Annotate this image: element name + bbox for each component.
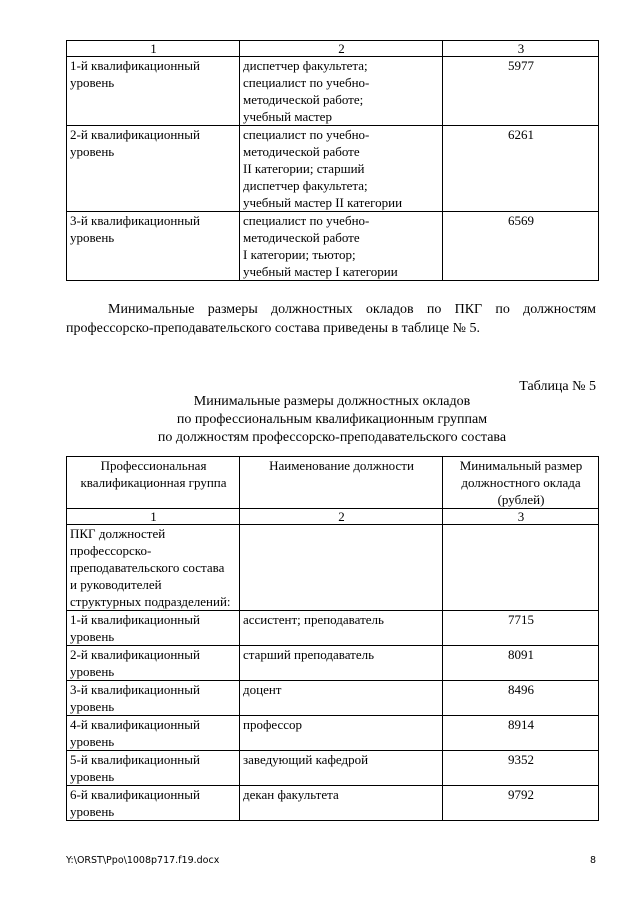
salary-value: 6261 (443, 126, 599, 212)
qualification-level: 1-й квалификационный уровень (67, 57, 240, 126)
qualification-level: 5-й квалификационный уровень (67, 751, 240, 786)
salary-value: 8496 (443, 681, 599, 716)
position-line: методической работе (243, 230, 360, 245)
empty-cell (443, 525, 599, 611)
table-header-row (67, 457, 599, 509)
column-header: Профессиональная квалификационная группа (67, 457, 240, 509)
position-line: учебный мастер II категории (243, 195, 403, 210)
position-line: I категории; тьютор; (243, 247, 356, 262)
column-index: 3 (443, 509, 599, 525)
position-line: методической работе; (243, 92, 364, 107)
table-row (67, 716, 599, 751)
qualification-level: 1-й квалификационный уровень (67, 611, 240, 646)
salary-value: 6569 (443, 212, 599, 281)
table-row (67, 611, 599, 646)
position-name: старший преподаватель (240, 646, 443, 681)
table-row (67, 212, 599, 281)
position-line: методической работе (243, 144, 360, 159)
salary-value: 9792 (443, 786, 599, 821)
salary-value: 8091 (443, 646, 599, 681)
position-name: профессор (240, 716, 443, 751)
qualification-level: 2-й квалификационный уровень (67, 126, 240, 212)
column-index: 3 (443, 41, 599, 57)
qualification-level: 4-й квалификационный уровень (67, 716, 240, 751)
qualification-level: 6-й квалификационный уровень (67, 786, 240, 821)
table-row (67, 681, 599, 716)
table-row (67, 786, 599, 821)
position-names (240, 126, 443, 212)
column-index: 2 (240, 509, 443, 525)
group-label: ПКГ должностей профессорско-преподавательского состава и руководителей структурных подразделений: (67, 525, 240, 611)
table-caption: Таблица № 5 (519, 379, 596, 394)
salary-value: 9352 (443, 751, 599, 786)
table-row (67, 126, 599, 212)
group-row (67, 525, 599, 611)
footer-file-path: Y:\ORST\Ppo\1008p717.f19.docx (66, 855, 220, 866)
column-index: 2 (240, 41, 443, 57)
table-row (67, 751, 599, 786)
page-number: 8 (589, 855, 596, 866)
position-line: диспетчер факультета; (243, 178, 368, 193)
column-header: Наименование должности (240, 457, 443, 509)
table-title-line: по профессиональным квалификационным группам (176, 412, 488, 427)
table-row (67, 646, 599, 681)
position-line: учебный мастер (243, 109, 332, 124)
position-name: доцент (240, 681, 443, 716)
column-index-row (67, 509, 599, 525)
column-index-row (67, 41, 599, 57)
salary-table-5 (66, 456, 599, 821)
position-name: декан факультета (240, 786, 443, 821)
table-title-line: по должностям профессорско-преподавательского состава (157, 430, 507, 445)
paragraph-text: Минимальные размеры должностных окладов по ПКГ по должностям профессорско-преподавательского состава приведены в таблице № 5. (66, 302, 596, 336)
position-name: заведующий кафедрой (240, 751, 443, 786)
position-line: специалист по учебно- (243, 127, 370, 142)
column-index: 1 (67, 509, 240, 525)
position-line: специалист по учебно- (243, 75, 370, 90)
position-names (240, 57, 443, 126)
salary-value: 7715 (443, 611, 599, 646)
column-header: Минимальный размер должностного оклада (рублей) (443, 457, 599, 509)
salary-value: 5977 (443, 57, 599, 126)
salary-value: 8914 (443, 716, 599, 751)
table-title (66, 393, 598, 447)
qualification-level: 3-й квалификационный уровень (67, 212, 240, 281)
position-line: учебный мастер I категории (243, 264, 398, 279)
table-row (67, 57, 599, 126)
position-names (240, 212, 443, 281)
position-line: специалист по учебно- (243, 213, 370, 228)
position-name: ассистент; преподаватель (240, 611, 443, 646)
column-index: 1 (67, 41, 240, 57)
position-line: II категории; старший (243, 161, 365, 176)
table-title-line: Минимальные размеры должностных окладов (193, 394, 471, 409)
body-paragraph (66, 300, 596, 338)
qualification-level: 3-й квалификационный уровень (67, 681, 240, 716)
salary-table-continued (66, 40, 599, 281)
position-line: диспетчер факультета; (243, 58, 368, 73)
empty-cell (240, 525, 443, 611)
qualification-level: 2-й квалификационный уровень (67, 646, 240, 681)
